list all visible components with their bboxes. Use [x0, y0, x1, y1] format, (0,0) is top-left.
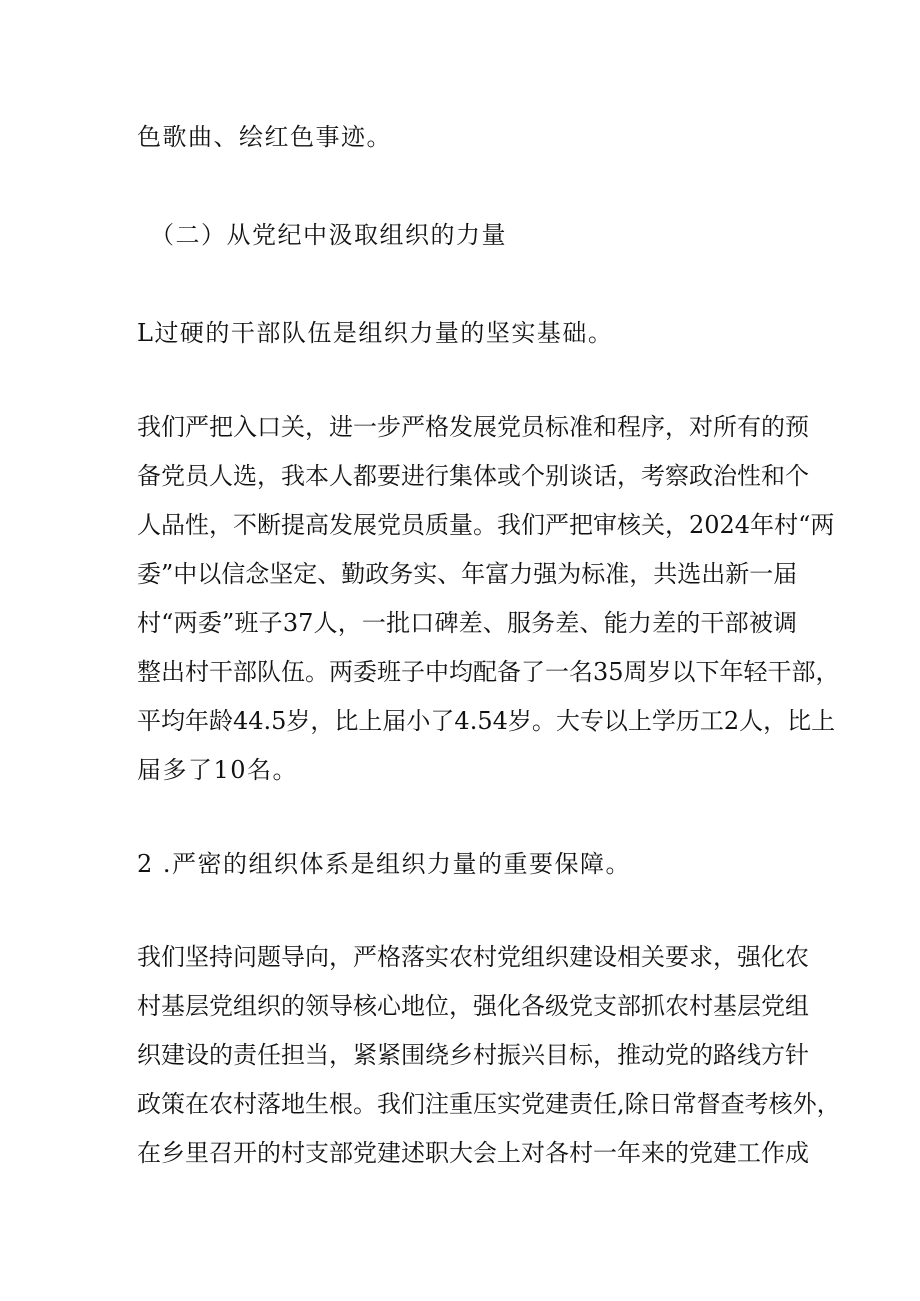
- paragraph-1-line: 村“两委”班子37人，一批口碑差、服务差、能力差的干部被调: [137, 609, 797, 637]
- point-1-title: L过硬的干部队伍是组织力量的坚实基础。: [137, 319, 614, 347]
- paragraph-1-line: 人品性，不断提高发展党员质量。我们严把审核关，2024年村“两: [137, 511, 835, 539]
- continuation-line: 色歌曲、绘红色事迹。: [137, 123, 392, 151]
- paragraph-1-line: 委”中以信念坚定、勤政务实、年富力强为标准，共选出新一届: [137, 560, 798, 588]
- paragraph-1-line: 届多了10名。: [137, 756, 299, 784]
- paragraph-2-line: 织建设的责任担当，紧紧围绕乡村振兴目标，推动党的路线方针: [137, 1041, 809, 1069]
- paragraph-1-line: 我们严把入口关，进一步严格发展党员标准和程序，对所有的预: [137, 413, 809, 441]
- paragraph-2-line: 村基层党组织的领导核心地位，强化各级党支部抓农村基层党组: [137, 992, 809, 1020]
- paragraph-2-line: 政策在农村落地生根。我们注重压实党建责任,除日常督查考核外，: [137, 1090, 841, 1118]
- paragraph-1-line: 平均年龄44.5岁，比上届小了4.54岁。大专以上学历工2人，比上: [137, 707, 836, 735]
- paragraph-1-line: 整出村干部队伍。两委班子中均配备了一名35周岁以下年轻干部，: [137, 658, 840, 686]
- paragraph-1-line: 备党员人选，我本人都要进行集体或个别谈话，考察政治性和个: [137, 462, 809, 490]
- paragraph-2-line: 在乡里召开的村支部党建述职大会上对各村一年来的党建工作成: [137, 1139, 809, 1167]
- section-heading: （二）从党纪中汲取组织的力量: [150, 221, 507, 249]
- point-2-title: 2 .严密的组织体系是组织力量的重要保障。: [137, 850, 632, 878]
- paragraph-2-line: 我们坚持问题导向，严格落实农村党组织建设相关要求，强化农: [137, 943, 809, 971]
